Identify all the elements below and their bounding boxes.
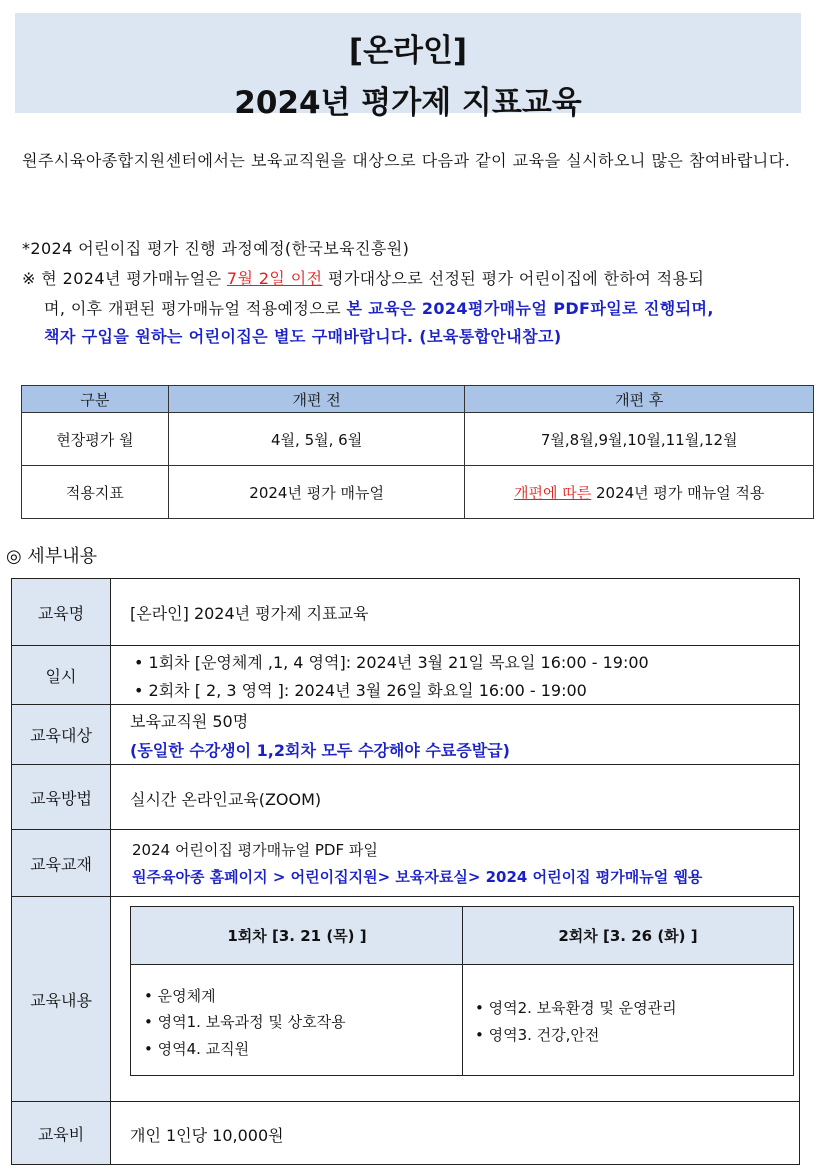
note-manual-line2 (44, 296, 714, 319)
row-label: 현장평가 월 (22, 413, 169, 466)
value-target: 보육교직원 50명 (130, 712, 249, 731)
detail-row-fee (11, 1101, 800, 1165)
label-target: 교육대상 (12, 705, 111, 764)
table-row (22, 466, 814, 519)
session-divider (462, 907, 463, 1075)
note-prefix: ※ 현 2024년 평가매뉴얼은 (22, 269, 227, 288)
details-table (11, 578, 800, 1165)
page-title: 2024년 평가제 지표교육 (234, 85, 582, 121)
row-after: 7월,8월,9월,10월,11월,12월 (465, 413, 814, 466)
detail-row-name (11, 578, 800, 646)
note-suffix: 평가대상으로 선정된 평가 어린이집에 한하여 적용되 (322, 269, 705, 288)
label-schedule: 일시 (12, 646, 111, 704)
content-sessions-table (130, 906, 794, 1076)
intro-paragraph: 원주시육아종합지원센터에서는 보육교직원을 대상으로 다음과 같이 교육을 실시하오니 많은 참여바랍니다. (22, 151, 791, 170)
detail-row-content (11, 896, 800, 1102)
value-material: 2024 어린이집 평가매뉴얼 PDF 파일 (132, 841, 378, 859)
after-rest: 2024년 평가 매뉴얼 적용 (591, 483, 765, 502)
note-line2-plain: 며, 이후 개편된 평가매뉴얼 적용예정으로 (44, 299, 347, 318)
session2-item: • 영역2. 보육환경 및 운영관리 (475, 999, 677, 1017)
row-label: 적용지표 (22, 466, 169, 519)
comparison-table (21, 385, 814, 519)
row-before: 4월, 5월, 6월 (168, 413, 465, 466)
target-note: (동일한 수강생이 1,2회차 모두 수강해야 수료증발급) (130, 741, 510, 760)
title-banner (15, 13, 801, 121)
schedule-item-2: • 2회차 [ 2, 3 영역 ]: 2024년 3월 26일 화요일 16:00 - 19:00 (134, 681, 587, 700)
row-before: 2024년 평가 매뉴얼 (168, 466, 465, 519)
label-method: 교육방법 (12, 765, 111, 829)
schedule-item-1: • 1회차 [운영체계 ,1, 4 영역]: 2024년 3월 21일 목요일 16:00 - 19:00 (134, 653, 649, 672)
detail-row-target (11, 704, 800, 765)
details-heading: ◎ 세부내용 (6, 546, 97, 567)
material-path: 원주육아종 홈페이지 > 어린이집지원> 보육자료실> 2024 어린이집 평가매뉴얼 웹용 (132, 868, 703, 886)
session1-item: • 운영체계 (144, 987, 216, 1005)
note-manual-line3: 책자 구입을 원하는 어린이집은 별도 구매바랍니다. (보육통합안내참고) (44, 327, 562, 346)
session1-item: • 영역4. 교직원 (144, 1040, 250, 1058)
session2-item: • 영역3. 건강,안전 (475, 1026, 600, 1044)
col-header-category: 구분 (22, 386, 169, 413)
table-row (22, 413, 814, 466)
value-method: 실시간 온라인교육(ZOOM) (130, 790, 322, 809)
note-deadline: 7월 2일 이전 (226, 269, 323, 288)
detail-row-schedule (11, 645, 800, 705)
note-manual-line1 (22, 266, 704, 289)
session1-header: 1회차 [3. 21 (목) ] (131, 907, 463, 965)
session1-item: • 영역1. 보육과정 및 상호작용 (144, 1013, 346, 1031)
col-header-before: 개편 전 (168, 386, 465, 413)
comparison-header-row (22, 386, 814, 413)
label-name: 교육명 (12, 579, 111, 645)
session2-header: 2회차 [3. 26 (화) ] (463, 907, 793, 965)
label-content: 교육내용 (12, 897, 111, 1101)
label-fee: 교육비 (12, 1102, 111, 1164)
title-tag: [온라인] (348, 33, 468, 69)
detail-row-method (11, 764, 800, 830)
col-header-after: 개편 후 (465, 386, 814, 413)
value-fee: 개인 1인당 10,000원 (130, 1126, 284, 1145)
after-highlight: 개편에 따른 (514, 483, 592, 502)
label-material: 교육교재 (12, 830, 111, 896)
note-schedule: *2024 어린이집 평가 진행 과정예정(한국보육진흥원) (22, 239, 410, 258)
value-name: [온라인] 2024년 평가제 지표교육 (130, 604, 369, 623)
note-line2-blue: 본 교육은 2024평가매뉴얼 PDF파일로 진행되며, (346, 299, 714, 318)
row-after (465, 466, 814, 519)
detail-row-material (11, 829, 800, 897)
